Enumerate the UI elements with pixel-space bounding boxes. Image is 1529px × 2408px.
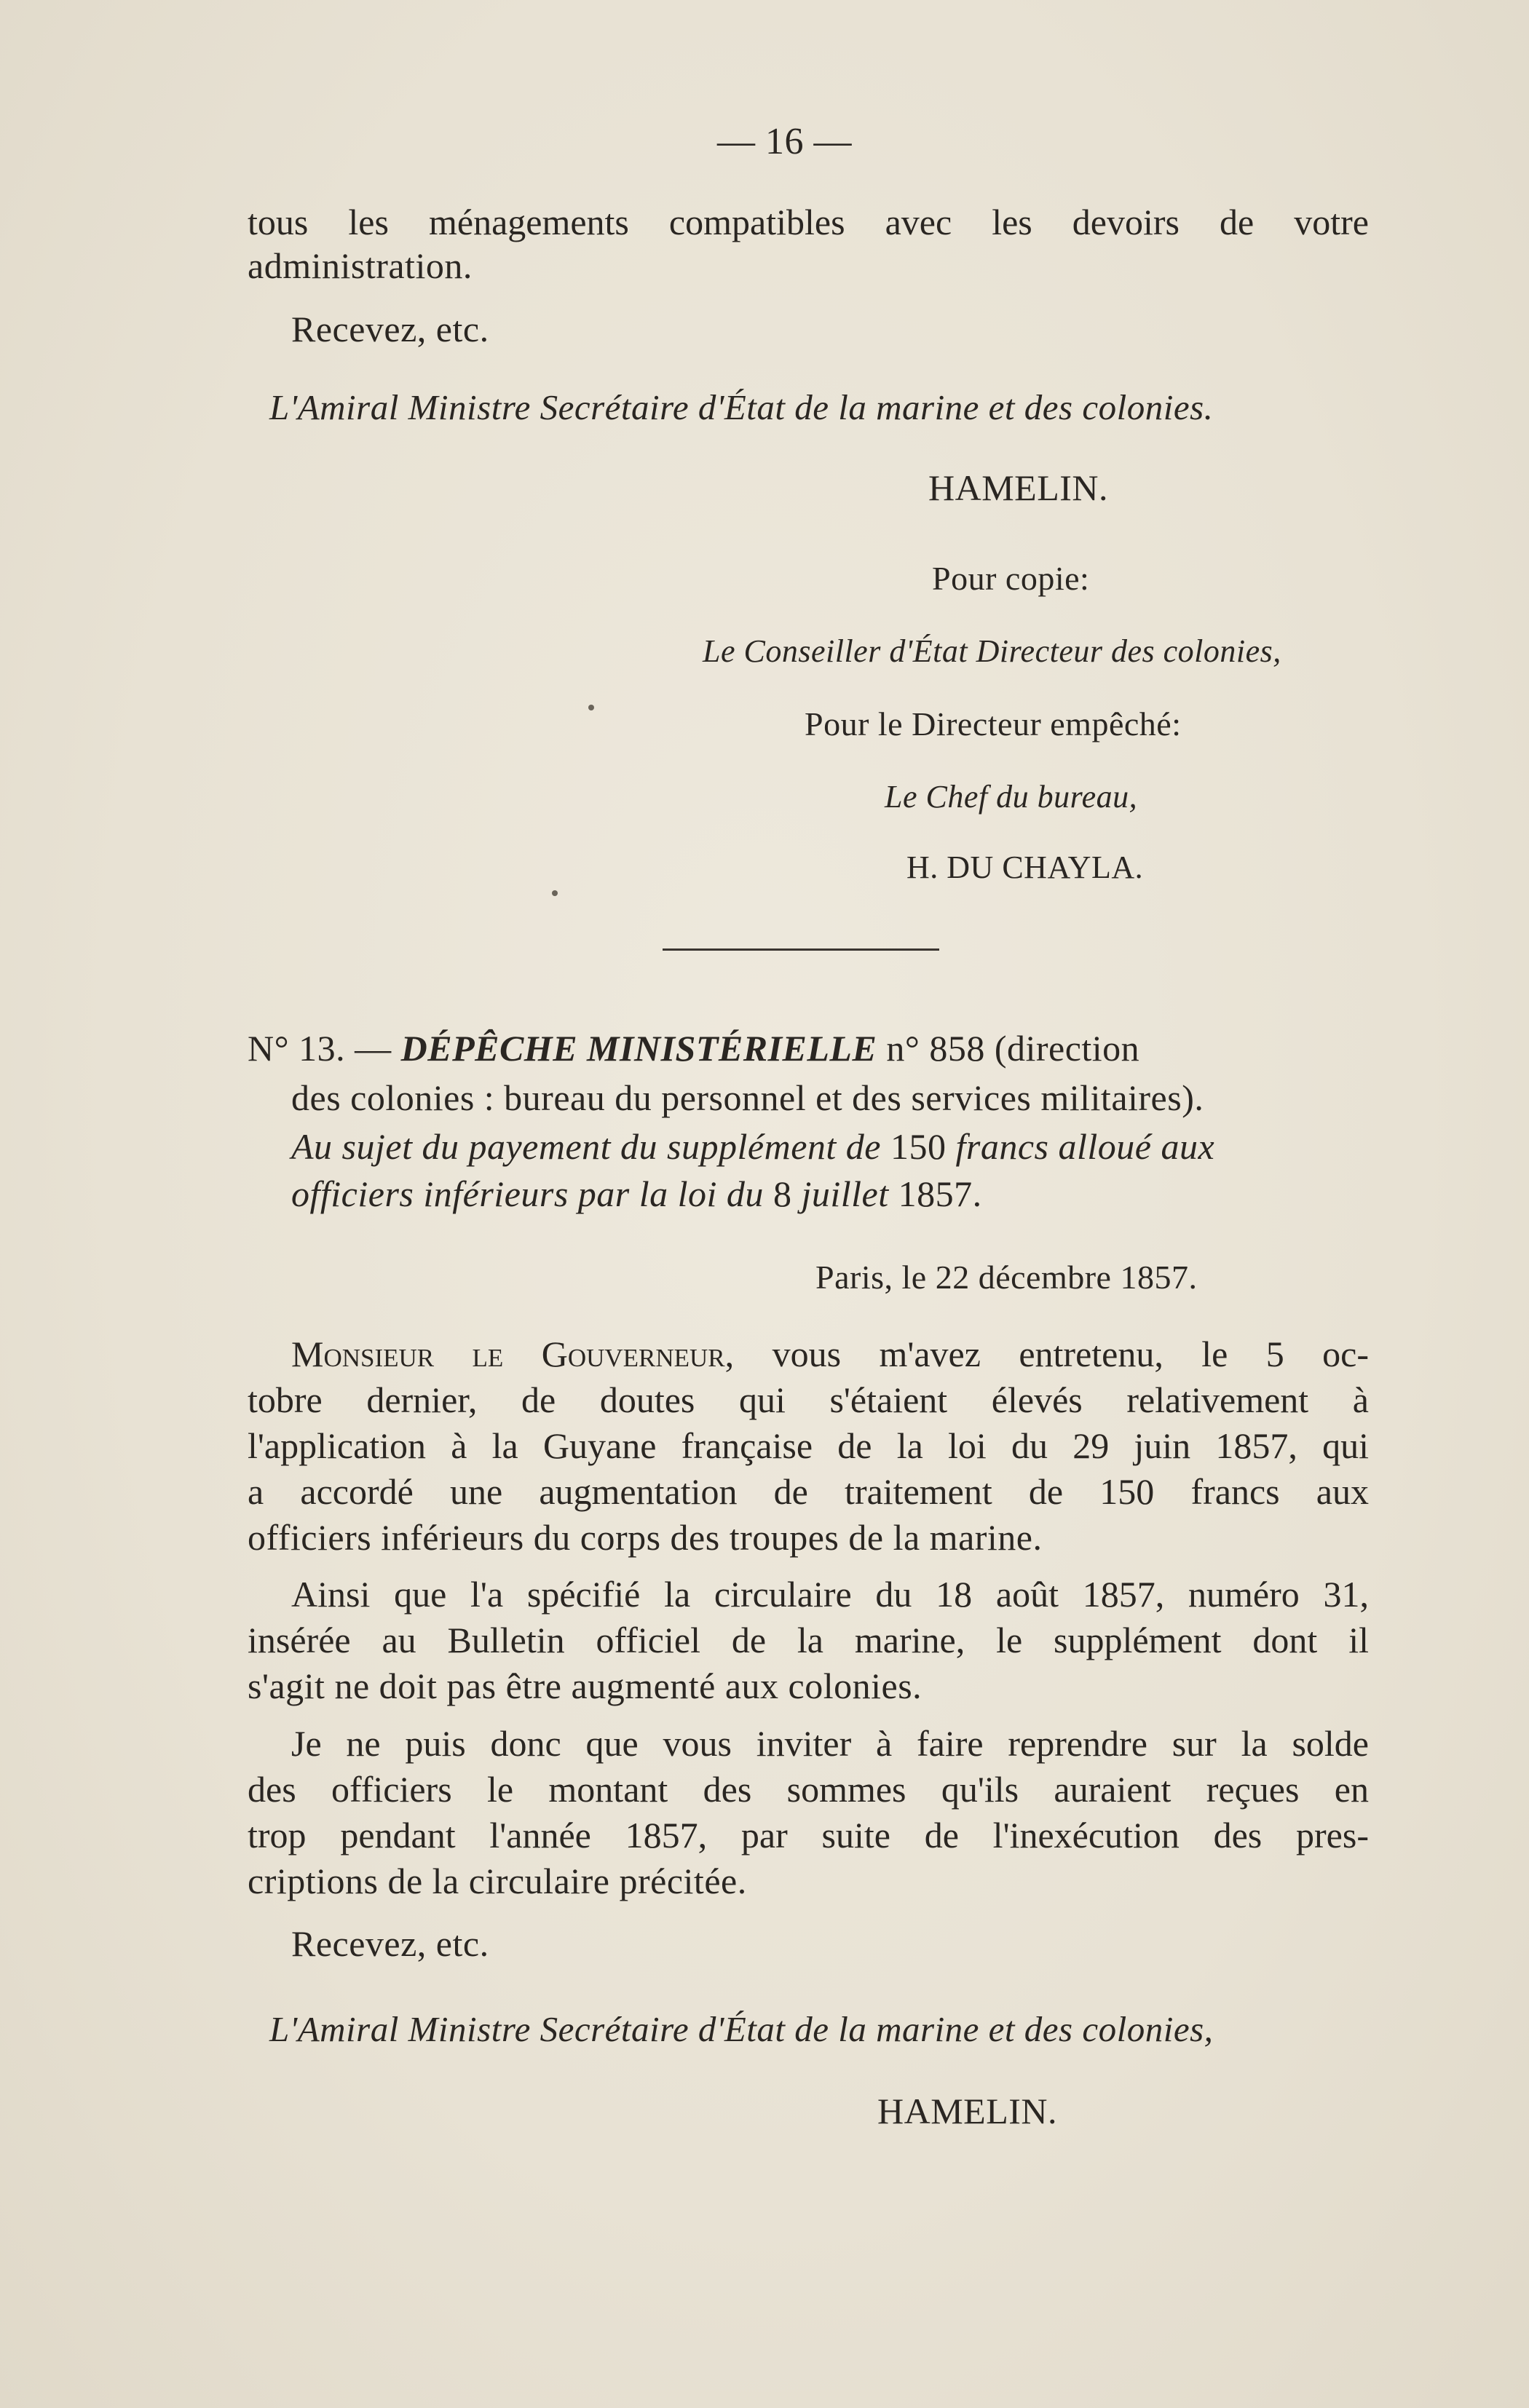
subject-text-c: officiers inférieurs par la loi du (291, 1173, 773, 1214)
copy-title: Le Conseiller d'État Directeur des colonies, (703, 633, 1281, 669)
dispatch-closing: Recevez, etc. (291, 1923, 489, 1964)
subject-text-d: juillet (791, 1173, 898, 1214)
salutation: Monsieur le Gouverneur, (291, 1334, 735, 1374)
copy-for-director: Pour le Directeur empêché: (805, 705, 1182, 742)
body-p1-line-4: a accordé une augmentation de traitement de 150 francs aux (248, 1471, 1369, 1512)
subject-text-b: francs alloué aux (946, 1126, 1215, 1167)
dispatch-subject-line-1 (291, 1125, 1214, 1168)
paper-speck (552, 890, 558, 896)
dispatch-reference: n° 858 (direction (877, 1028, 1140, 1069)
dispatch-signatory-name: HAMELIN. (877, 2091, 1058, 2131)
body-p3-line-4: criptions de la circulaire précitée. (248, 1861, 747, 1901)
dispatch-heading-line-1 (248, 1026, 1369, 1070)
dispatch-number: N° 13. (248, 1028, 346, 1069)
previous-letter-closing: Recevez, etc. (291, 309, 489, 349)
section-divider (663, 948, 939, 951)
copy-label: Pour copie: (932, 560, 1090, 597)
copy-name: H. DU CHAYLA. (906, 849, 1144, 885)
body-p3-line-1: Je ne puis donc que vous inviter à faire reprendre sur la solde (291, 1723, 1369, 1764)
subject-amount: 150 (890, 1126, 947, 1167)
dispatch-heading-line-2: des colonies : bureau du personnel et des services militaires). (291, 1077, 1204, 1118)
body-p2-line-2: insérée au Bulletin officiel de la marine, le supplément dont il (248, 1620, 1369, 1660)
previous-letter-line-2: administration. (248, 245, 473, 286)
place-date: Paris, le 22 décembre 1857. (815, 1259, 1198, 1296)
body-p1-line-5: officiers inférieurs du corps des troupes de la marine. (248, 1517, 1043, 1558)
paper-speck (588, 705, 594, 710)
previous-signatory-name: HAMELIN. (928, 467, 1109, 508)
body-p3-line-2: des officiers le montant des sommes qu'ils auraient reçues en (248, 1769, 1369, 1810)
dispatch-dash: — (345, 1028, 401, 1069)
dispatch-title: DÉPÊCHE MINISTÉRIELLE (400, 1028, 877, 1069)
body-p2-line-1: Ainsi que l'a spécifié la circulaire du 18 août 1857, numéro 31, (291, 1574, 1369, 1615)
body-p1-line-3: l'application à la Guyane française de la loi du 29 juin 1857, qui (248, 1425, 1369, 1466)
previous-signatory-title: L'Amiral Ministre Secrétaire d'État de la marine et des colonies. (269, 387, 1214, 427)
body-p1-line-2: tobre dernier, de doutes qui s'étaient élevés relativement à (248, 1379, 1369, 1420)
body-p3-line-3: trop pendant l'année 1857, par suite de l'inexécution des pres- (248, 1815, 1369, 1855)
previous-letter-line-1: tous les ménagements compatibles avec les devoirs de votre (248, 202, 1369, 242)
dispatch-signatory-title: L'Amiral Ministre Secrétaire d'État de la marine et des colonies, (269, 2009, 1214, 2049)
copy-chief: Le Chef du bureau, (885, 779, 1138, 815)
body-p2-line-3: s'agit ne doit pas être augmenté aux colonies. (248, 1666, 922, 1706)
body-p1-line-1 (291, 1332, 1369, 1376)
body-p1-text-1: vous m'avez entretenu, le 5 oc- (734, 1334, 1370, 1374)
page-number: — 16 — (717, 121, 852, 162)
subject-date-number: 8 (773, 1173, 792, 1214)
subject-year: 1857. (898, 1173, 982, 1214)
dispatch-subject-line-2 (291, 1172, 982, 1216)
subject-text-a: Au sujet du payement du supplément de (291, 1126, 890, 1167)
